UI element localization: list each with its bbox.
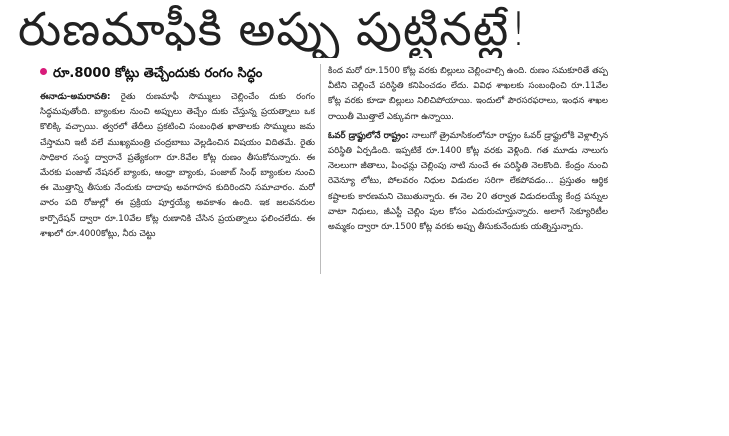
section-lead: ఓవర్ డ్రాఫ్టులోనే రాష్ట్రం: [328, 130, 409, 141]
paragraph-2 [328, 64, 608, 125]
paragraph-3 [328, 129, 608, 235]
dateline: ఈనాడు-అమరావతి: [40, 92, 111, 102]
article-column-1 [40, 90, 315, 290]
headline: రుణమాఫీకి అప్పు పుట్టినట్లే! [18, 2, 529, 56]
paragraph-3-text: నాలుగో త్రైమాసికంలోనూ రాష్ట్రం ఓవర్ డ్రాఫ్టులోకి వెళ్లాల్సిన పరిస్థితి ఏర్పడింది. ఇప్పటికే రూ.1400 కోట్ల వరకు వెళ్లింది. గత మూడు నాలుగు నెలలుగా జీతాలు, పింఛన్లు చెల్లింపు నాటి నుంచే ఈ పరిస్థితి నెలకొంది. కేంద్రం నుంచి రెవెన్యూ లోటు, పోలవరం నిధుల విడుదల సరిగా లేకపోవడం... ప్రస్తుతం ఆర్థిక కష్టాలకు కారణమని చెబుతున్నారు. ఈ నెల 20 తర్వాత విడుదలయ్యే కేంద్ర పన్నుల వాటా నిధులు, జీఎస్టీ చెల్లిం పుల కోసం ఎదురుచూస్తున్నారు. అలాగే సెక్యూరిటీల అమ్మకం ద్వారా రూ.1500 కోట్ల వరకు అప్పు తీసుకునేందుకు యత్నిస్తున్నారు. [328, 130, 608, 233]
paragraph-1-text: రైతు రుణమాఫీ సొమ్ములు చెల్లించేం దుకు రంగం సిద్ధమవుతోంది. బ్యాంకుల నుంచి అప్పులు తెచ్చేం దుకు చేస్తున్న ప్రయత్నాలు ఒక కొలిక్కి వచ్చాయి. త్వరలో తేదీలు ప్రకటించి సంబంధిత ఖాతాలకు సొమ్ములు జమ చేస్తామని ఇటీ వలే ముఖ్యమంత్రి చంద్రబాబు వెల్లడించిన విషయం విదితమే. రైతు సాధికార సంస్థ ద్వారానే ప్రత్యేకంగా రూ.8వేల కోట్ల రుణం తీసుకోనున్నారు. ఈ మేరకు పంజాబ్ నేషనల్ బ్యాంకు, ఆంధ్రా బ్యాంకు, పంజాబ్ సింధ్ బ్యాంకుల నుంచి ఈ మొత్తాన్ని తీసుకు నేందుకు దాదాపు అవగాహన కుదిరిందని సమాచారం. మరో వారం పది రోజుల్లో ఈ ప్రక్రియ పూర్తయ్యే అవకాశం ఉంది. ఇక జలవనరుల కార్పొరేషన్ ద్వారా రూ.10వేల కోట్ల రుణానికి చేసిన ప్రయత్నాలు ఫలించలేదు. ఈ శాఖలో రూ.4000కోట్లు, నీరు చెట్టు [40, 92, 315, 239]
paragraph-1 [40, 90, 315, 242]
paragraph-2-text: కింద మరో రూ.1500 కోట్ల వరకు బిల్లులు చెల్లించాల్సి ఉంది. రుణం సమకూరితే తప్ప వీటిని చెల్లించే పరిస్థితి కనిపించడం లేదు. వివిధ శాఖలకు సంబంధించి రూ.11వేల కోట్ల వరకు కూడా బిల్లులు నిలిచిపోయాయి. ఇందులో పౌరసరఫరాలు, ఇంధన శాఖల రాయితీ మొత్తాలే ఎక్కువగా ఉన్నాయి. [328, 66, 608, 122]
subheadline [40, 64, 315, 84]
bullet-icon [40, 68, 47, 75]
article-column-2 [328, 64, 608, 284]
subheadline-text: రూ.8000 కోట్లు తెచ్చేందుకు రంగం సిద్ధం [53, 66, 263, 81]
column-divider [320, 64, 321, 274]
